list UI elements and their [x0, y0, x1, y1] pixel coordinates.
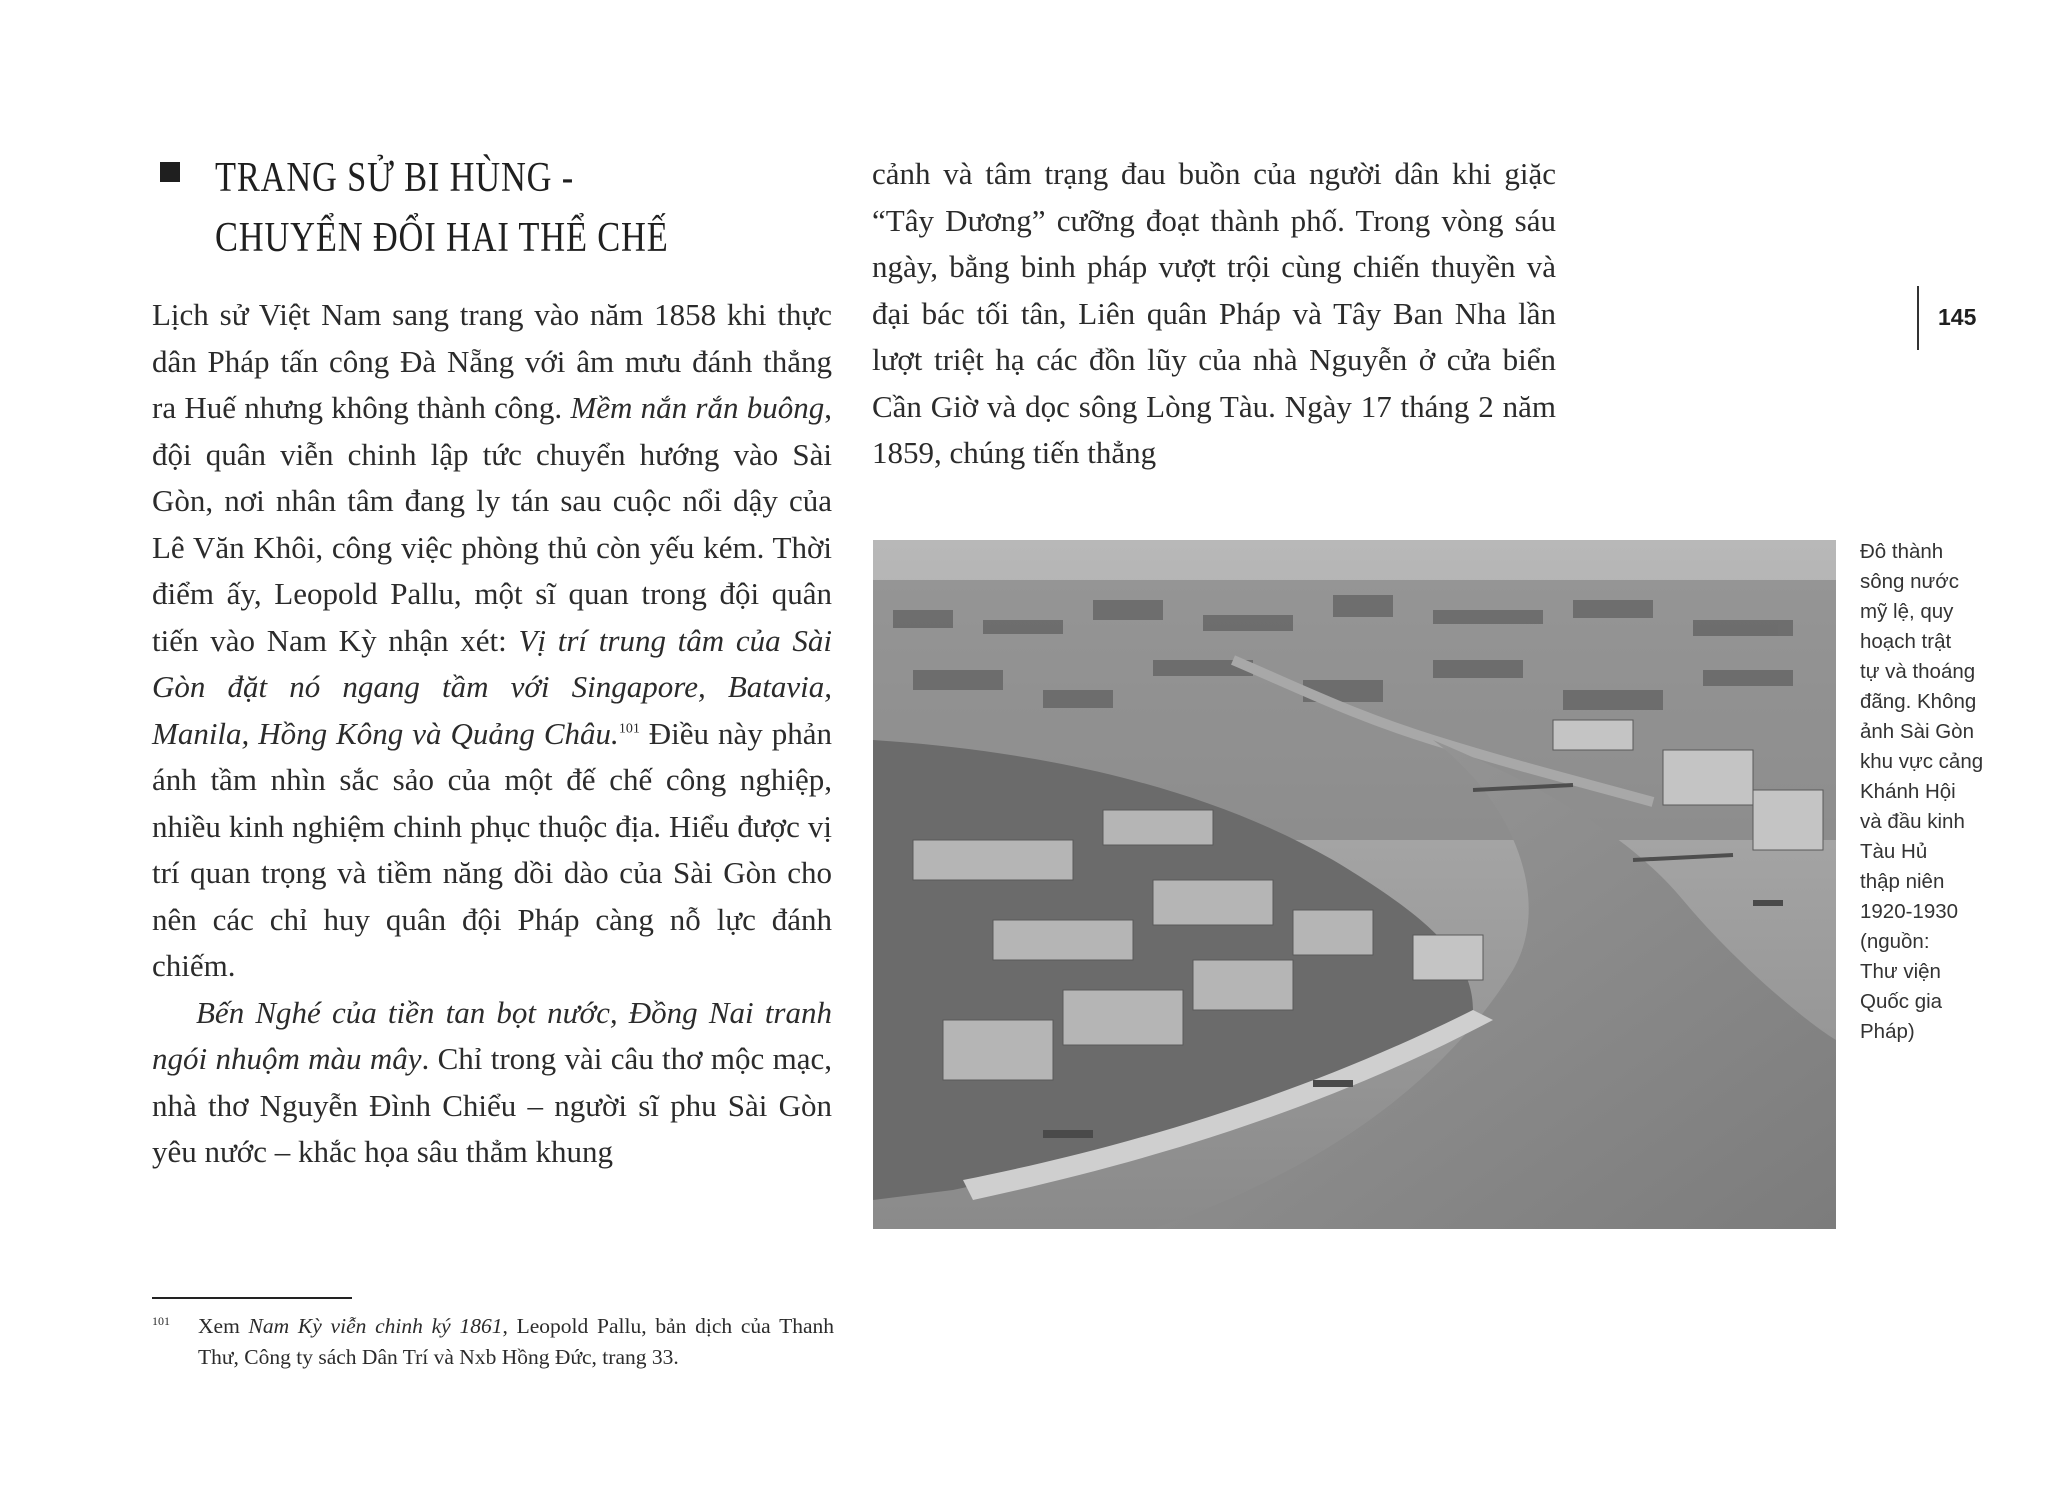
page-number-rule — [1917, 286, 1919, 350]
square-bullet-icon — [160, 162, 180, 182]
footnote-text-a: Xem — [198, 1314, 249, 1338]
page-number: 145 — [1938, 304, 1977, 330]
left-text-column — [152, 292, 832, 1176]
section-heading — [155, 148, 855, 268]
right-text-column — [872, 151, 1556, 477]
caption-line: đãng. Không — [1860, 690, 1977, 713]
caption-line: tự và thoáng — [1860, 660, 1976, 683]
footnote-separator — [152, 1297, 352, 1299]
aerial-photo-saigon — [873, 540, 1836, 1229]
caption-line: 1920-1930 — [1860, 900, 1959, 923]
p2-italic-verse: Bến Nghé của tiền tan bọt nước, Đồng Nai tranh ngói nhuộm màu mây — [152, 994, 832, 1076]
caption-line: hoạch trật — [1860, 630, 1952, 653]
caption-line: Pháp) — [1860, 1020, 1915, 1043]
photo-caption — [1860, 537, 2010, 1047]
caption-line: Quốc gia — [1860, 990, 1943, 1013]
footnote — [152, 1311, 834, 1373]
caption-line: (nguồn: — [1860, 930, 1930, 953]
paragraph-2 — [152, 990, 832, 1176]
caption-line: Thư viện — [1860, 960, 1941, 983]
caption-line: mỹ lệ, quy — [1860, 600, 1954, 623]
paragraph-1 — [152, 292, 832, 990]
footnote-ref[interactable]: 101 — [618, 721, 640, 737]
heading-line-1: TRANG SỬ BI HÙNG - — [215, 155, 575, 201]
p1-italic-phrase: Mềm nắn rắn buông — [570, 390, 825, 425]
caption-line: sông nước — [1860, 570, 1959, 593]
caption-line: khu vực cảng — [1860, 750, 1984, 773]
caption-line: ảnh Sài Gòn — [1860, 720, 1974, 743]
p1-text-c: , đội quân viễn chinh lập tức chuyển hướng vào Sài Gòn, nơi nhân tâm đang ly tán sau cuộc nổi dậy của Lê Văn Khôi, công việc phòng thủ còn yếu kém. Thời điểm ấy, Leopold Pallu, một sĩ quan trong đội quân tiến vào Nam Kỳ nhận xét: — [152, 390, 832, 658]
p1-italic-quote: Vị trí trung tâm của Sài Gòn đặt nó ngang tầm với Singapore, Batavia, Manila, Hồng Kông và Quảng Châu. — [152, 622, 832, 751]
caption-line: Khánh Hội — [1860, 780, 1956, 803]
footnote-text-c: , Leopold Pallu, bản dịch của Thanh Thư, Công ty sách Dân Trí và Nxb Hồng Đức, trang 33. — [198, 1314, 834, 1369]
footnote-book-title: Nam Kỳ viễn chinh ký 1861 — [248, 1314, 503, 1338]
caption-line: Tàu Hủ — [1860, 840, 1928, 863]
p2-text: . Chỉ trong vài câu thơ mộc mạc, nhà thơ Nguyễn Đình Chiểu – người sĩ phu Sài Gòn yêu nước – khắc họa sâu thẳm khung — [152, 1041, 832, 1169]
heading-line-2: CHUYỂN ĐỔI HAI THỂ CHẾ — [215, 215, 669, 261]
caption-line: thập niên — [1860, 870, 1945, 893]
photo-illustration — [873, 540, 1836, 1229]
p1-text-e: Điều này phản ánh tầm nhìn sắc sảo của một đế chế công nghiệp, nhiều kinh nghiệm chinh phục thuộc địa. Hiểu được vị trí quan trọng và tiềm năng dồi dào của Sài Gòn cho nên các chỉ huy quân đội Pháp càng nỗ lực đánh chiếm. — [152, 715, 833, 983]
caption-line: Đô thành — [1860, 540, 1944, 563]
p1-text-a: Lịch sử Việt Nam sang trang vào năm 1858 khi thực dân Pháp tấn công Đà Nẵng với âm mưu đánh thẳng ra Huế nhưng không thành công. — [152, 297, 832, 425]
footnote-number: 101 — [152, 1314, 170, 1328]
right-paragraph: cảnh và tâm trạng đau buồn của người dân khi giặc “Tây Dương” cưỡng đoạt thành phố. Trong vòng sáu ngày, bằng binh pháp vượt trội cùng chiến thuyền và đại bác tối tân, Liên quân Pháp và Tây Ban Nha lần lượt triệt hạ các đồn lũy của nhà Nguyễn ở cửa biển Cần Giờ và dọc sông Lòng Tàu. Ngày 17 tháng 2 năm 1859, chúng tiến thẳng — [872, 156, 1556, 470]
caption-line: và đầu kinh — [1860, 810, 1965, 833]
footnote-text — [198, 1311, 834, 1373]
